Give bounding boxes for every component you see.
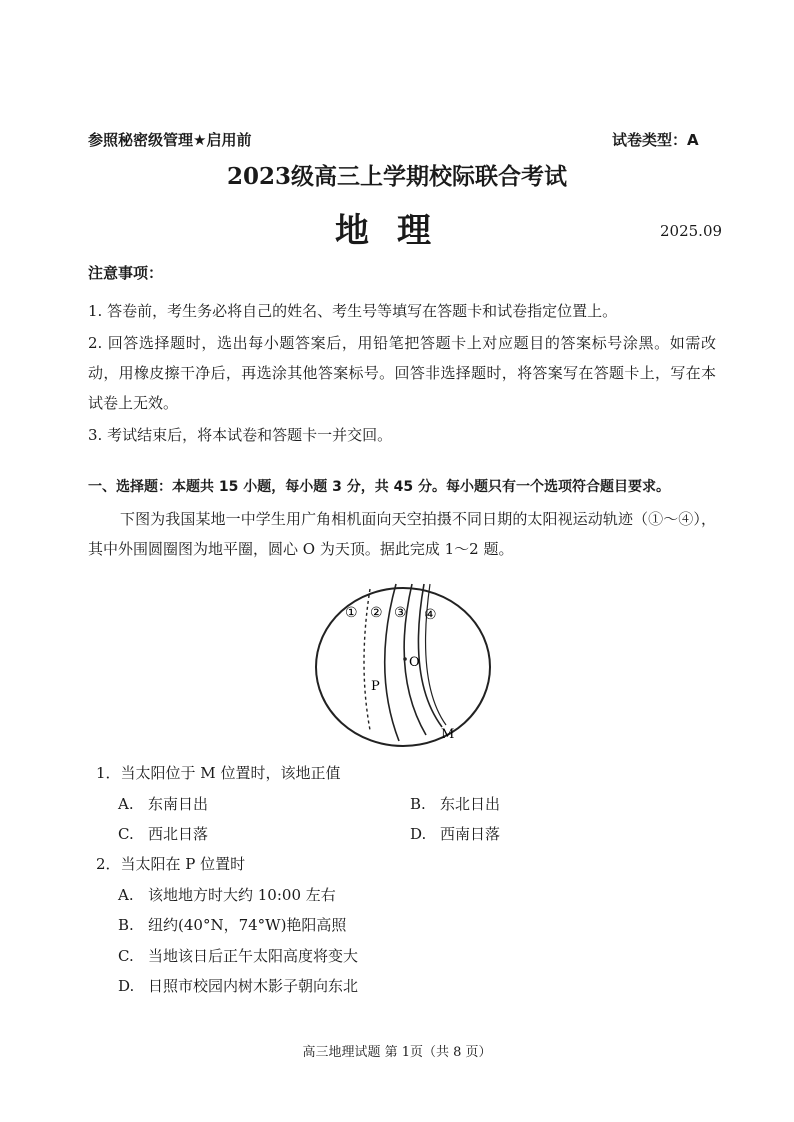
q2-option-b[interactable]: [118, 914, 346, 935]
track-label-1: ①: [345, 605, 358, 621]
option-label: A.: [118, 795, 134, 813]
subject-title: 地理: [335, 211, 459, 251]
q1-option-a[interactable]: [118, 793, 208, 814]
option-label: D.: [118, 977, 135, 995]
notice-item-2: 2. 回答选择题时，选出每小题答案后，用铅笔把答题卡上对应题目的答案标号涂黑。如需改动，用橡皮擦干净后，再选涂其他答案标号。回答非选择题时，将答案写在答题卡上，写在本试卷上无效。: [88, 334, 716, 412]
option-text: 该地地方时大约 10:00 左右: [148, 886, 336, 904]
confidential-label: 参照秘密级管理★启用前: [88, 131, 252, 149]
q1-option-d[interactable]: [410, 823, 500, 844]
option-text: 东南日出: [148, 795, 209, 813]
question-2-stem: 2．当太阳在 P 位置时: [96, 855, 246, 873]
option-label: C.: [118, 825, 134, 843]
page-footer: 高三地理试题 第 1页（共 8 页）: [302, 1045, 492, 1060]
option-label: A.: [118, 886, 134, 904]
paper-type-label: 试卷类型：A: [612, 131, 699, 149]
track-label-4: ④: [424, 607, 437, 623]
track-label-2: ②: [370, 605, 383, 621]
track-label-3: ③: [394, 605, 407, 621]
option-text: 西北日落: [148, 825, 209, 843]
point-m-label: M: [441, 727, 455, 742]
notice-heading: 注意事项：: [88, 264, 164, 282]
option-label: B.: [118, 916, 134, 934]
option-label: C.: [118, 947, 134, 965]
section-heading: 一、选择题：本题共 15 小题，每小题 3 分，共 45 分。每小题只有一个选项符合题目要求。: [88, 479, 670, 495]
point-p-label: P: [371, 679, 380, 694]
section-intro: 下图为我国某地一中学生用广角相机面向天空拍摄不同日期的太阳视运动轨迹（①～④），其中外围圆圈图为地平圈，圆心 O 为天顶。据此完成 1～2 题。: [88, 510, 716, 558]
option-label: D.: [410, 825, 427, 843]
option-text: 当地该日后正午太阳高度将变大: [148, 947, 359, 965]
sun-track-4: [418, 584, 442, 727]
option-text: 东北日出: [440, 795, 501, 813]
exam-date: 2025.09: [660, 222, 723, 240]
exam-title: 2023级高三上学期校际联合考试: [226, 163, 567, 190]
option-text: 日照市校园内树木影子朝向东北: [148, 977, 359, 995]
q2-option-c[interactable]: [118, 945, 358, 966]
q1-option-c[interactable]: [118, 823, 208, 844]
q2-option-a[interactable]: [118, 884, 336, 905]
question-1-stem: 1．当太阳位于 M 位置时，该地正值: [96, 764, 341, 782]
notice-item-1: 1. 答卷前，考生务必将自己的姓名、考生号等填写在答题卡和试卷指定位置上。: [88, 302, 618, 320]
zenith-dot: [403, 657, 407, 661]
sun-path-diagram: [300, 575, 500, 775]
option-label: B.: [410, 795, 426, 813]
zenith-label: O: [409, 655, 420, 670]
option-text: 西南日落: [440, 825, 501, 843]
option-text: 纽约(40°N，74°W)艳阳高照: [148, 916, 347, 934]
q2-option-d[interactable]: [118, 975, 358, 996]
notice-item-3: 3. 考试结束后，将本试卷和答题卡一并交回。: [88, 426, 393, 444]
q1-option-b[interactable]: [410, 793, 500, 814]
